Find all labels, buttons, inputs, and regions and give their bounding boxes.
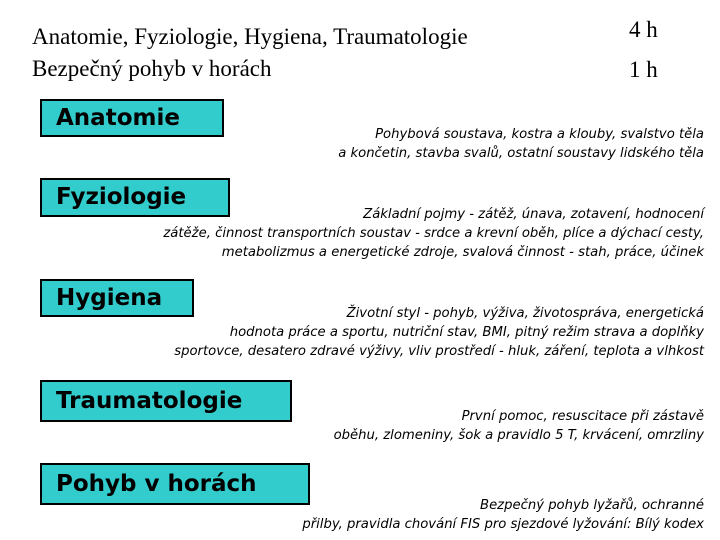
section-pohyb-v-horach-line: Bezpečný pohyb lyžařů, ochranné [480,498,704,513]
section-hygiena-title: Hygiena [40,279,194,317]
section-anatomie-description [338,125,704,163]
section-traumatologie-line: První pomoc, resuscitace při zástavě [461,409,704,424]
section-traumatologie-description [334,407,704,445]
section-hygiena-description [174,304,704,361]
section-traumatologie-line: oběhu, zlomeniny, šok a pravidlo 5 T, krvácení, omrzliny [333,428,704,443]
section-hygiena-line: hodnota práce a sportu, nutriční stav, BMI, pitný režim strava a doplňky [229,325,704,340]
section-pohyb-v-horach-line: přilby, pravidla chování FIS pro sjezdové lyžování: Bílý kodex [302,517,704,532]
header-hours-line2: 1 h [629,57,658,82]
section-fyziologie-line: Základní pojmy - zátěž, únava, zotavení, hodnocení [363,207,704,222]
section-anatomie-line: Pohybová soustava, kostra a klouby, svalstvo těla [375,127,704,142]
section-fyziologie-line: zátěže, činnost transportních soustav - srdce a krevní oběh, plíce a dýchací cesty, [163,226,704,241]
section-fyziologie-description [163,205,704,262]
section-anatomie-line: a končetin, stavba svalů, ostatní soustavy lidského těla [338,146,704,161]
section-pohyb-v-horach-title: Pohyb v horách [40,463,310,505]
header-title-line1: Anatomie, Fyziologie, Hygiena, Traumatologie [32,24,468,49]
header-hours-line1: 4 h [629,17,658,42]
section-anatomie-title: Anatomie [40,99,224,137]
section-traumatologie-title: Traumatologie [40,380,292,422]
section-hygiena-line: sportovce, desatero zdravé výživy, vliv prostředí - hluk, záření, teplota a vlhkost [174,344,704,359]
header-title-line2: Bezpečný pohyb v horách [32,56,272,81]
section-fyziologie-line: metabolizmus a energetické zdroje, svalová činnost - stah, práce, účinek [221,245,704,260]
section-hygiena-line: Životní styl - pohyb, výživa, životospráva, energetická [346,306,704,321]
section-pohyb-v-horach-description [302,496,704,534]
section-fyziologie-title: Fyziologie [40,178,230,217]
